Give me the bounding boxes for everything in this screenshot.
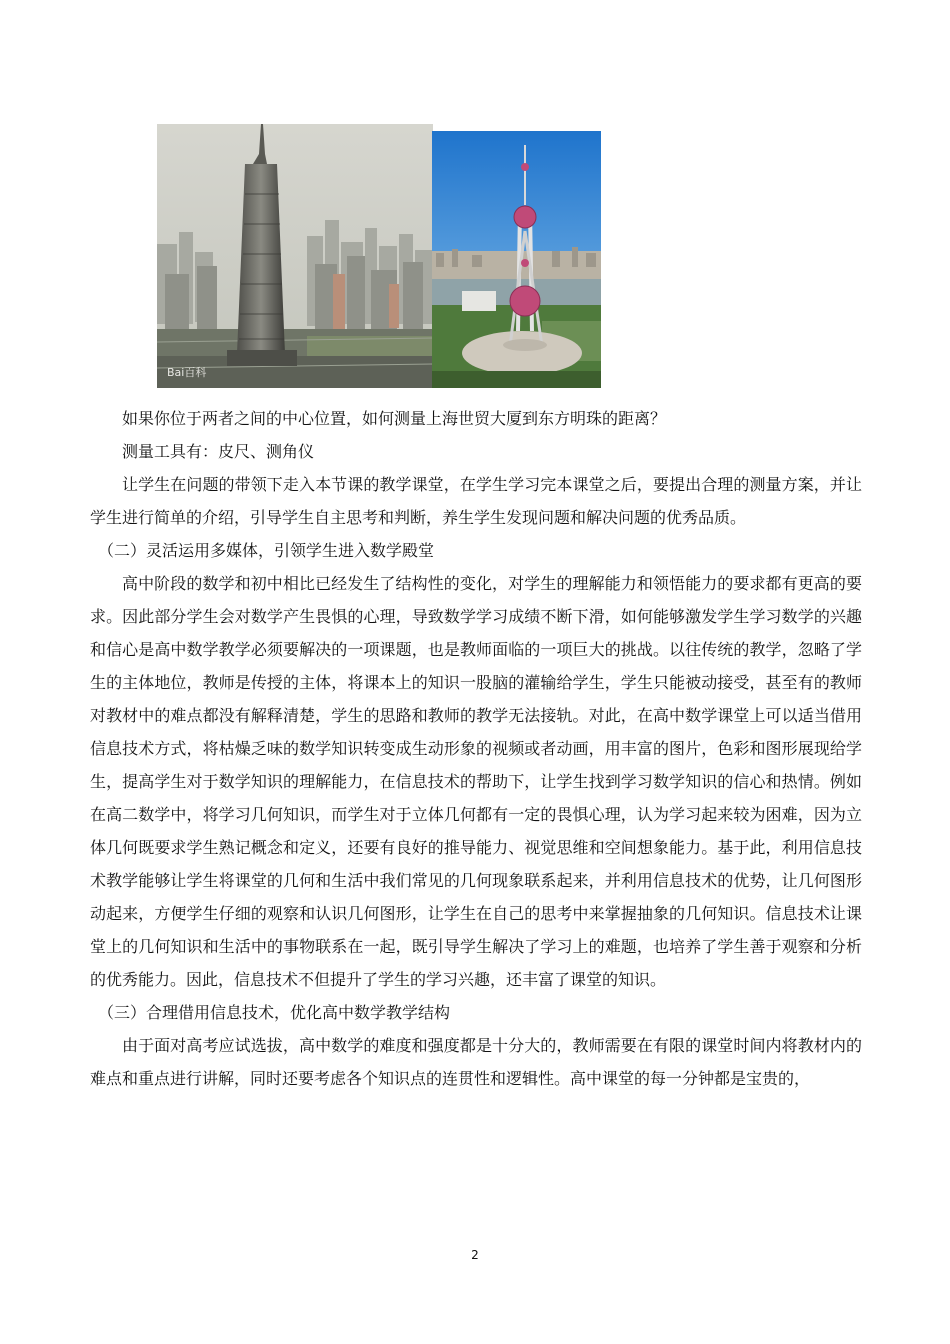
body-text [90,402,862,1095]
section-body-2: 高中阶段的数学和初中相比已经发生了结构性的变化，对学生的理解能力和领悟能力的要求都有更高的要求。因此部分学生会对数学产生畏惧的心理，导致数学学习成绩不断下滑，如何能够激发学生学习数学的兴趣和信心是高中数学教学必须要解决的一项课题，也是教师面临的一项巨大的挑战。以往传统的教学，忽略了学生的主体地位，教师是传授的主体，将课本上的知识一股脑的灌输给学生，学生只能被动接受，甚至有的教师对教材中的难点都没有解释清楚，学生的思路和教师的教学无法接轨。对此，在高中数学课堂上可以适当借用信息技术方式，将枯燥乏味的数学知识转变成生动形象的视频或者动画，用丰富的图片，色彩和图形展现给学生，提高学生对于数学知识的理解能力，在信息技术的帮助下，让学生找到学习数学知识的信心和热情。例如在高二数学中，将学习几何知识，而学生对于立体几何都有一定的畏惧心理，认为学习起来较为困难，因为立体几何既要求学生熟记概念和定义，还要有良好的推导能力、视觉思维和空间想象能力。基于此，利用信息技术教学能够让学生将课堂的几何和生活中我们常见的几何现象联系起来，并利用信息技术的优势，让几何图形动起来，方便学生仔细的观察和认识几何图形，让学生在自己的思考中来掌握抽象的几何知识。信息技术让课堂上的几何知识和生活中的事物联系在一起，既引导学生解决了学习上的难题，也培养了学生善于观察和分析的优秀能力。因此，信息技术不但提升了学生的学习兴趣，还丰富了课堂的知识。 [90,574,862,989]
page-number: 2 [471,1248,479,1262]
shanghai-world-financial-center-photo [157,124,433,388]
baidu-watermark: Bai百科 [167,366,207,379]
oriental-pearl-tower-photo [432,131,601,388]
section-body-3: 由于面对高考应试选拔，高中数学的难度和强度都是十分大的，教师需要在有限的课堂时间内将教材内的难点和重点进行讲解，同时还要考虑各个知识点的连贯性和逻辑性。高中课堂的每一分钟都是宝贵的， [90,1036,862,1088]
intro-paragraph: 让学生在问题的带领下走入本节课的教学课堂，在学生学习完本课堂之后，要提出合理的测量方案，并让学生进行简单的介绍，引导学生自主思考和判断，养生学生发现问题和解决问题的优秀品质。 [90,475,862,527]
section-heading-2: （二）灵活运用多媒体，引领学生进入数学殿堂 [98,541,435,560]
question-paragraph: 如果你位于两者之间的中心位置，如何测量上海世贸大厦到东方明珠的距离？ [122,409,667,428]
tools-paragraph: 测量工具有：皮尺、测角仪 [122,442,315,461]
section-heading-3: （三）合理借用信息技术，优化高中数学教学结构 [98,1003,451,1022]
